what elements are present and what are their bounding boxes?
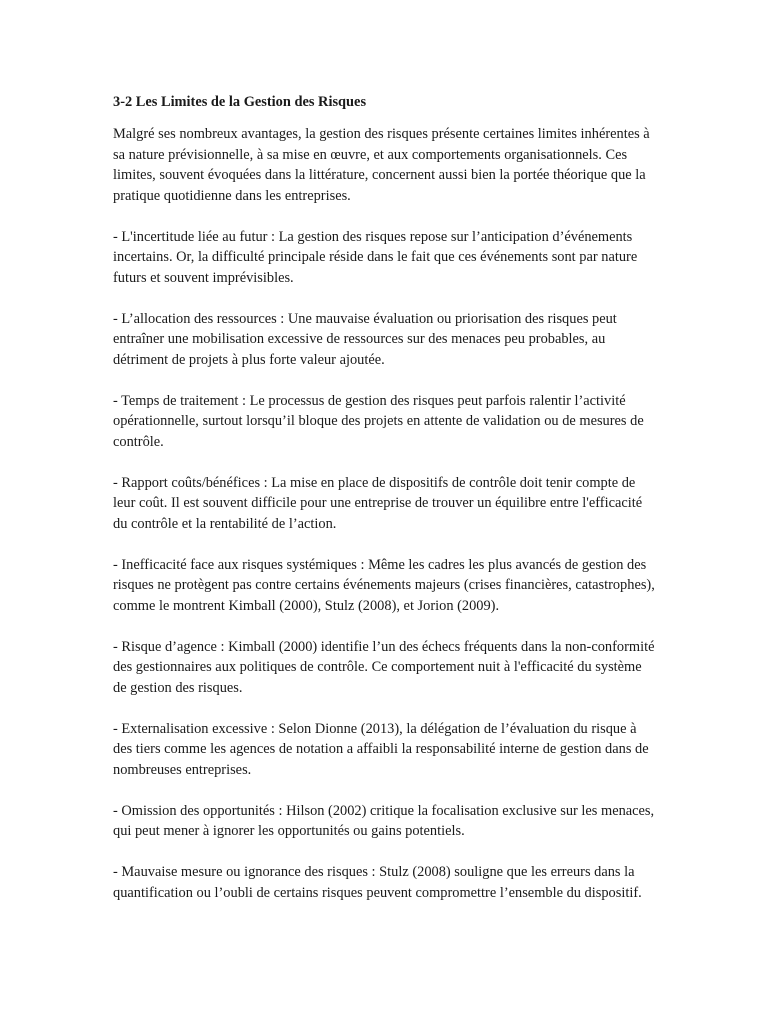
intro-paragraph: Malgré ses nombreux avantages, la gestion des risques présente certaines limites inhérentes à sa nature prévisionnelle, à sa mise en œuvre, et aux comportements organisationnels. Ces limites, souvent évoquées dans la littérature, concernent aussi bien la portée théorique que la pratique quotidienne dans les entreprises. (113, 126, 650, 204)
limit-item-processing-time: - Temps de traitement : Le processus de gestion des risques peut parfois ralentir l’activité opérationnelle, surtout lorsqu’il bloque des projets en attente de validation ou de mesures de contrôle. (113, 392, 644, 450)
limit-item-missed-opportunities: - Omission des opportunités : Hilson (2002) critique la focalisation exclusive sur les menaces, qui peut mener à ignorer les opportunités ou gains potentiels. (113, 802, 655, 839)
section-heading: 3-2 Les Limites de la Gestion des Risques (113, 94, 367, 110)
limit-item-uncertainty: - L'incertitude liée au futur : La gestion des risques repose sur l’anticipation d’événements incertains. Or, la difficulté principale réside dans le fait que ces événements sont par nature futurs et souvent imprévisibles. (113, 228, 638, 286)
limit-item-outsourcing: - Externalisation excessive : Selon Dionne (2013), la délégation de l’évaluation du risque à des tiers comme les agences de notation a affaibli la responsabilité interne de gestion dans de nombreuses entreprises. (113, 720, 649, 778)
limit-item-mismeasurement: - Mauvaise mesure ou ignorance des risques : Stulz (2008) souligne que les erreurs dans la quantification ou l’oubli de certains risques peuvent compromettre l’ensemble du dispositif. (113, 864, 642, 901)
limit-item-resource-allocation: - L’allocation des ressources : Une mauvaise évaluation ou priorisation des risques peut entraîner une mobilisation excessive de ressources sur des menaces peu probables, au détriment de projets à plus forte valeur ajoutée. (113, 310, 617, 368)
limit-item-cost-benefit: - Rapport coûts/bénéfices : La mise en place de dispositifs de contrôle doit tenir compte de leur coût. Il est souvent difficile pour une entreprise de trouver un équilibre entre l'efficacité du contrôle et la rentabilité de l’action. (113, 474, 643, 532)
document-page (113, 92, 658, 903)
limit-item-systemic-risks: - Inefficacité face aux risques systémiques : Même les cadres les plus avancés de gestion des risques ne protègent pas contre certains événements majeurs (crises financières, catastrophes), comme le montrent Kimball (2000), Stulz (2008), et Jorion (2009). (113, 556, 655, 614)
limit-item-agency-risk: - Risque d’agence : Kimball (2000) identifie l’un des échecs fréquents dans la non-conformité des gestionnaires aux politiques de contrôle. Ce comportement nuit à l'efficacité du système de gestion des risques. (113, 638, 655, 696)
